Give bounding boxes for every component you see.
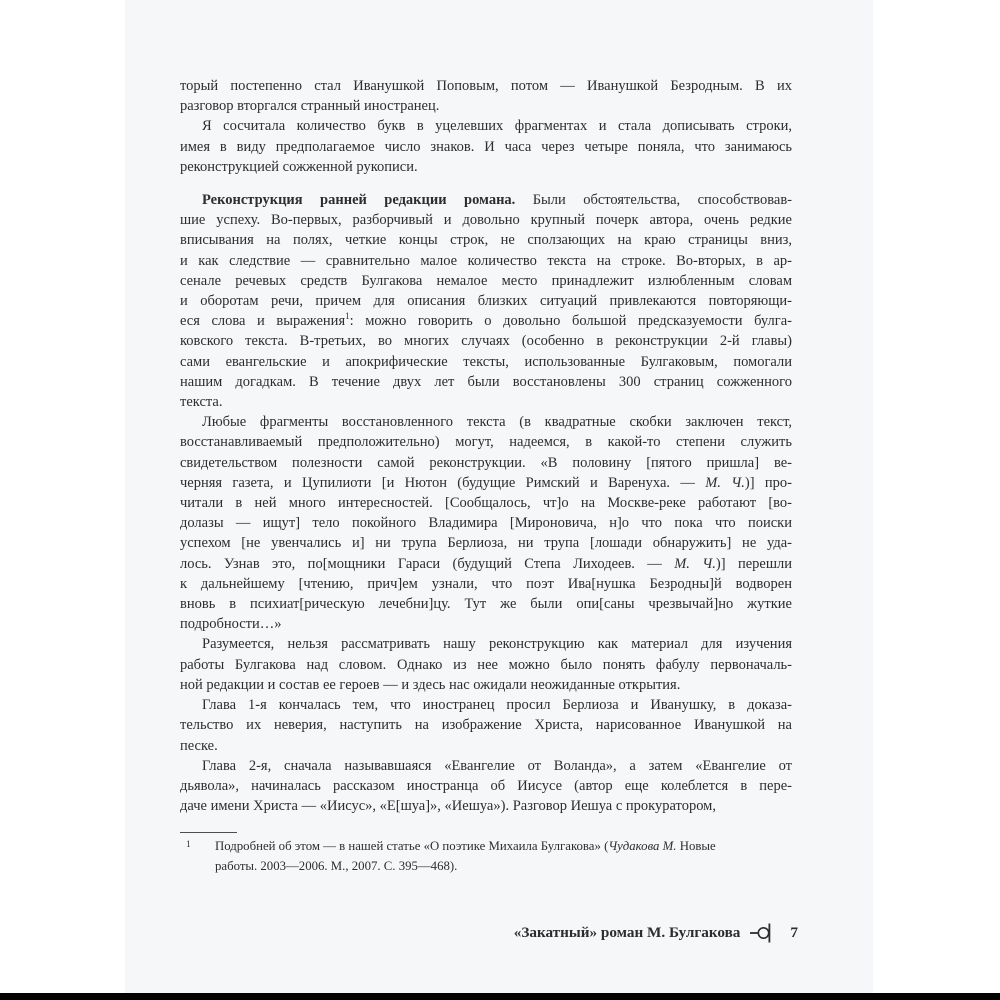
footnote-divider: [180, 832, 237, 833]
text-line: [215, 856, 795, 876]
text-run: восстанавливаемый предположительно) могут, надеемся, в какой-то степени служить: [180, 434, 792, 451]
text-run: шие успеху. Во-первых, разборчивый и довольно крупный почерк автора, очень редкие: [180, 212, 792, 229]
paragraph: [180, 76, 792, 116]
paragraph: [180, 756, 792, 817]
text-run: разговор вторгался странный иностранец.: [180, 98, 440, 115]
text-line: [180, 796, 792, 816]
text-run: Подробней об этом — в нашей статье «О поэтике Михаила Булгакова» (: [215, 839, 609, 853]
text-line: [180, 311, 792, 331]
text-line: [180, 352, 792, 372]
text-line: [180, 210, 792, 230]
text-run: и оборотам речи, причем для описания близких ситуаций привлекаются повторяющи-: [180, 293, 792, 310]
text-line: [180, 736, 792, 756]
text-run: Чудакова М.: [608, 839, 677, 853]
text-line: [180, 251, 792, 271]
text-line: [180, 116, 792, 136]
text-run: М. Ч.: [705, 474, 745, 491]
text-line: [215, 836, 795, 856]
text-run: сами евангельские и апокрифические тексты, использованные Булгаковым, помогали: [180, 353, 792, 370]
text-run: долазы — ищут] тело покойного Владимира [Мироновича, н]о что пока что поиски: [180, 515, 792, 532]
text-run: дьявола», начиналась рассказом иностранца об Иисусе (автор еще колеблется в пере-: [180, 777, 792, 794]
text-run: : можно говорить о довольно большой предсказуемости булга-: [349, 313, 792, 330]
text-run: реконструкцией сожженной рукописи.: [180, 158, 418, 175]
page-footer: [514, 921, 798, 945]
text-line: [180, 594, 792, 614]
text-line: [180, 230, 792, 250]
text-run: тельство их неверия, наступить на изображение Христа, нарисованное Иванушкой на: [180, 717, 792, 734]
text-line: [180, 493, 792, 513]
text-run: черняя газета, и Цупилиоти [и Нютон (будущие Римский и Варенуха. —: [180, 474, 706, 491]
text-run: Были обстоятельства, способствовав-: [515, 192, 792, 209]
text-run: Реконструкция ранней редакции романа.: [202, 192, 516, 209]
text-run: торый постепенно стал Иванушкой Поповым, потом — Иванушкой Безродным. В их: [180, 78, 792, 94]
body-text: [180, 76, 792, 816]
text-run: сенале речевых средств Булгакова немалое место принадлежит излюбленным словам: [180, 272, 792, 289]
text-line: [180, 513, 792, 533]
text-line: [180, 695, 792, 715]
text-line: [180, 473, 792, 493]
text-run: успехом [не увенчались и] ни трупа Берлиоза, ни трупа [лошади обнаружить] не уда-: [180, 535, 792, 552]
text-line: [180, 271, 792, 291]
text-line: [180, 756, 792, 776]
text-run: читали в ней много интересностей. [Сообщалось, чт]о на Москве-реке работают [во-: [180, 495, 792, 512]
text-line: [180, 157, 792, 177]
running-title: «Закатный» роман М. Булгакова: [513, 924, 741, 941]
text-run: работы Булгакова над словом. Однако из нее можно было понять фабулу первоначаль-: [180, 656, 792, 673]
paragraph: [180, 412, 792, 634]
text-line: [180, 574, 792, 594]
text-line: [180, 533, 792, 553]
text-run: ковского текста. В-третьих, во многих случаях (особенно в реконструкции 2-й главы): [180, 333, 792, 350]
text-run: даче имени Христа — «Иисус», «Е[шуа]», «Иешуа»). Разговор Иешуа с прокуратором,: [180, 798, 716, 815]
bottom-bar: [0, 993, 1000, 1000]
text-run: )] про-: [744, 474, 792, 491]
text-run: вписывания на полях, четкие концы строк, не сползающих на краю страницы вниз,: [180, 232, 792, 249]
book-page: [125, 0, 873, 993]
text-run: свидетельством полезности самой реконструкции. «В половину [пятого пришла] ве-: [180, 454, 792, 471]
circle-tail-ornament-icon: [749, 922, 775, 944]
text-run: имея в виду предполагаемое число знаков. И часа через четыре поняла, что занимаюсь: [180, 138, 792, 155]
text-line: [180, 137, 792, 157]
text-line: [180, 291, 792, 311]
text-run: и как следствие — сравнительно малое количество текста на строке. Во-вторых, в ар-: [180, 252, 792, 269]
text-line: [180, 372, 792, 392]
text-run: )] перешли: [715, 555, 793, 572]
text-line: [180, 96, 792, 116]
footnote-text: [215, 836, 795, 876]
text-line: [180, 331, 792, 351]
text-run: Разумеется, нельзя рассматривать нашу реконструкцию как материал для изучения: [202, 636, 792, 653]
paragraph: [180, 695, 792, 756]
footnote-marker: 1: [186, 840, 191, 850]
text-run: еся слова и выражения: [180, 313, 346, 330]
text-line: [180, 634, 792, 654]
text-line: [180, 453, 792, 473]
text-run: песке.: [180, 737, 218, 754]
footnote: [180, 836, 795, 876]
text-run: Глава 2-я, сначала называвшаяся «Евангелие от Воланда», а затем «Евангелие от: [202, 757, 792, 774]
text-run: Любые фрагменты восстановленного текста (в квадратные скобки заключен текст,: [202, 414, 792, 431]
text-run: Новые: [676, 839, 716, 853]
text-run: работы. 2003—2006. М., 2007. С. 395—468).: [215, 859, 458, 874]
text-run: лось. Узнав это, по[мощники Гараси (будущий Степа Лиходеев. —: [180, 555, 675, 572]
text-run: Я сосчитала количество букв в уцелевших фрагментах и стала дописывать строки,: [202, 118, 792, 135]
text-run: ной редакции и состав ее героев — и здесь нас ожидали неожиданные открытия.: [180, 676, 681, 693]
text-run: текста.: [180, 394, 223, 411]
text-run: Глава 1-я кончалась тем, что иностранец просил Берлиоза и Иванушку, в доказа-: [202, 697, 792, 714]
text-run: М. Ч.: [674, 555, 716, 572]
text-line: [180, 190, 792, 210]
text-line: [180, 715, 792, 735]
text-line: [180, 554, 792, 574]
page-number: 7: [790, 924, 798, 941]
text-line: [180, 412, 792, 432]
text-line: [180, 392, 792, 412]
paragraph: [180, 116, 792, 177]
text-line: [180, 776, 792, 796]
paragraph: [180, 634, 792, 695]
text-line: [180, 614, 792, 634]
text-run: вновь в психиат[рическую лечебни]цу. Тут же были опи[саны чрезвычай]но жуткие: [180, 596, 792, 613]
text-run: к дальнейшему [чтению, прич]ем узнали, что поэт Ива[нушка Безродны]й водворен: [180, 575, 792, 592]
text-run: нашим догадкам. В течение двух лет были восстановлены 300 страниц сожженного: [180, 373, 792, 390]
text-line: [180, 76, 792, 96]
text-line: [180, 655, 792, 675]
paragraph: [180, 190, 792, 412]
text-line: [180, 432, 792, 452]
text-line: [180, 675, 792, 695]
footnote-reference: 1: [345, 311, 350, 322]
text-run: подробности…»: [180, 616, 282, 633]
